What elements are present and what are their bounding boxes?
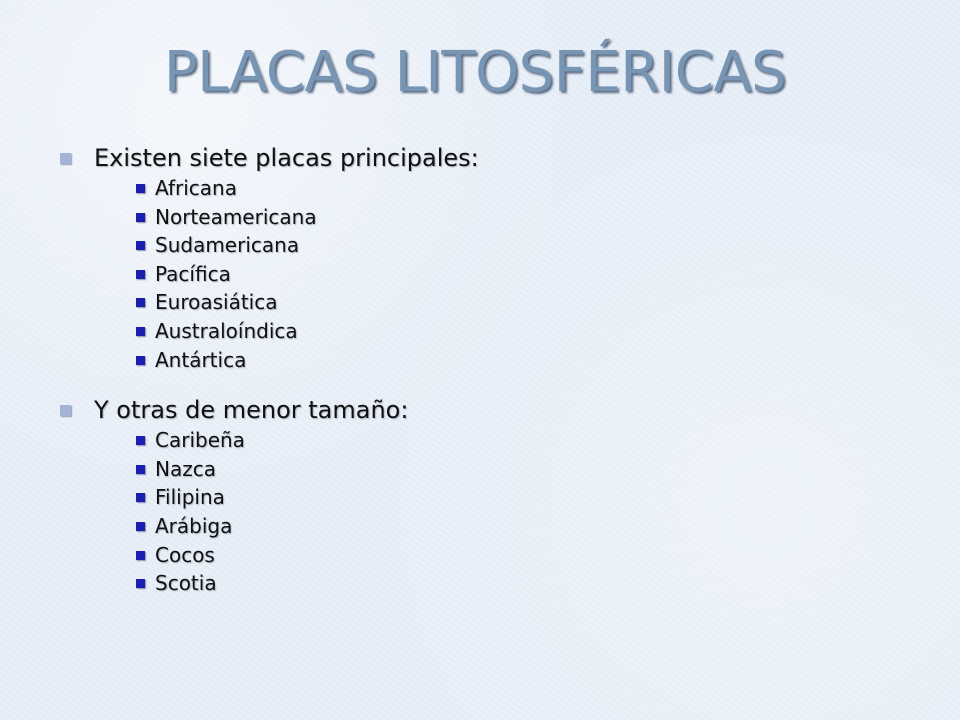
list-item (136, 317, 920, 346)
list-item-text: Antártica (155, 347, 247, 372)
square-bullet-icon (136, 327, 145, 336)
square-bullet-icon (136, 551, 145, 560)
square-bullet-icon (136, 213, 145, 222)
list-item (136, 231, 920, 260)
list-item-text: Euroasiática (155, 290, 278, 315)
list-item (136, 174, 920, 203)
slide-content (60, 142, 920, 598)
section-minor-plates (60, 394, 920, 598)
square-bullet-icon (136, 465, 145, 474)
square-bullet-icon (60, 405, 71, 416)
list-item-text: Cocos (155, 542, 215, 567)
list-item-text: Nazca (155, 456, 216, 481)
square-bullet-icon (136, 241, 145, 250)
list-item (136, 288, 920, 317)
minor-plates-list (136, 426, 920, 598)
list-item-text: Africana (155, 176, 237, 200)
section-heading (60, 394, 920, 426)
slide-title: PLACAS LITOSFÉRICAS (163, 40, 787, 105)
square-bullet-icon (136, 522, 145, 531)
square-bullet-icon (136, 579, 145, 588)
list-item-text: Filipina (155, 485, 225, 510)
square-bullet-icon (136, 436, 145, 445)
section-heading-text: Y otras de menor tamaño: (94, 396, 409, 425)
list-item (136, 203, 920, 232)
list-item (136, 426, 920, 455)
list-item-text: Scotia (155, 571, 217, 596)
list-item-text: Australoíndica (155, 318, 298, 343)
list-item (136, 541, 920, 570)
major-plates-list (136, 174, 920, 374)
section-heading-text: Existen siete placas principales: (94, 144, 479, 172)
list-item-text: Sudamericana (155, 233, 300, 258)
square-bullet-icon (60, 153, 71, 164)
square-bullet-icon (136, 493, 145, 502)
list-item-text: Norteamericana (155, 204, 317, 229)
square-bullet-icon (136, 184, 145, 193)
list-item (136, 483, 920, 512)
list-item (136, 455, 920, 484)
list-item-text: Pacífica (155, 261, 231, 286)
square-bullet-icon (136, 270, 145, 279)
square-bullet-icon (136, 356, 145, 365)
list-item (136, 569, 920, 598)
list-item (136, 346, 920, 375)
square-bullet-icon (136, 298, 145, 307)
list-item (136, 512, 920, 541)
section-major-plates (60, 142, 920, 374)
list-item-text: Arábiga (155, 513, 233, 538)
list-item (136, 260, 920, 289)
section-heading (60, 142, 920, 174)
list-item-text: Caribeña (155, 428, 245, 453)
